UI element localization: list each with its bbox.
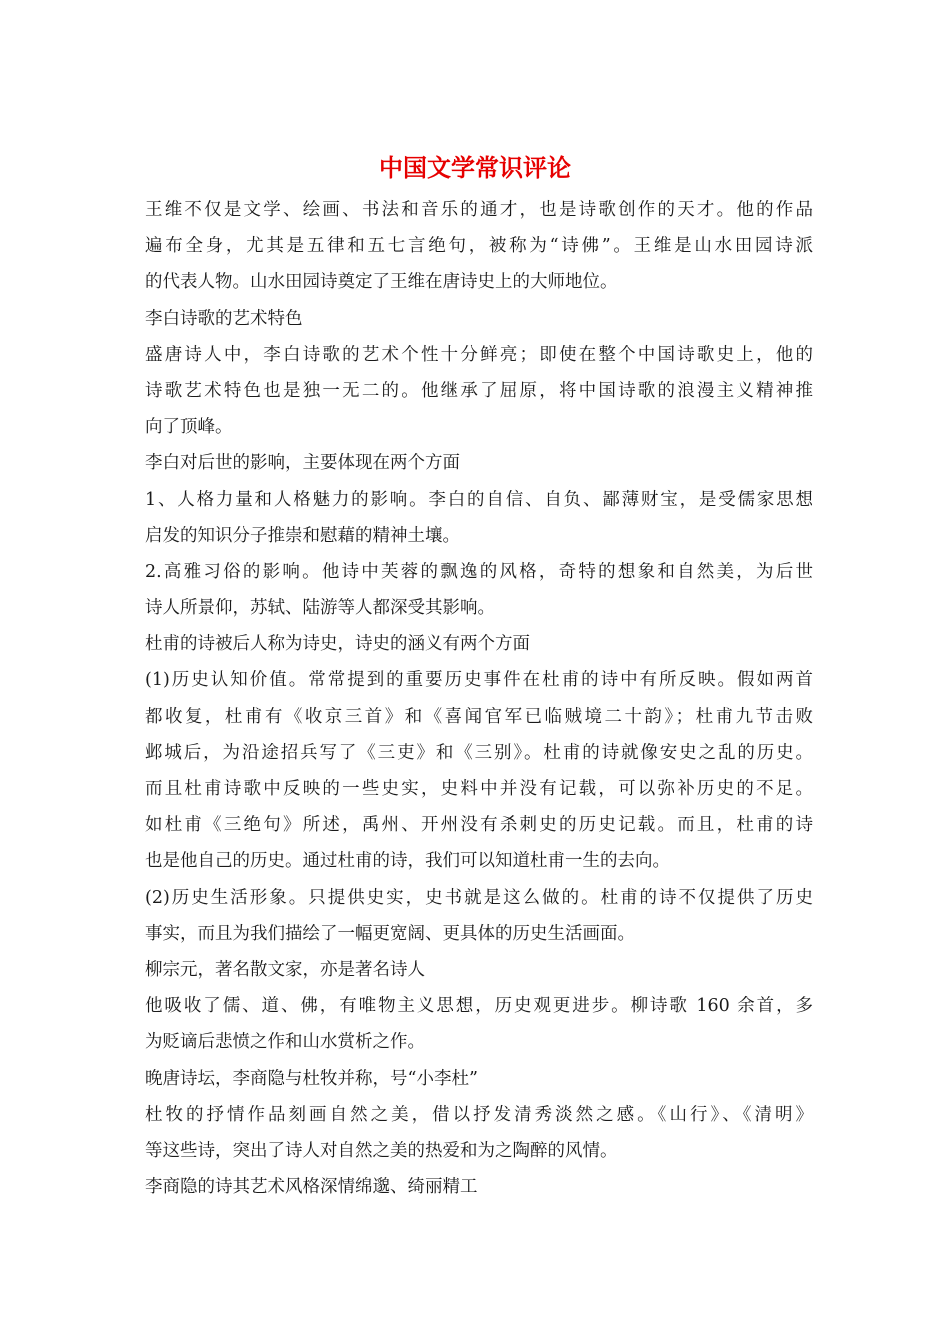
- text-line: 王维不仅是文学、绘画、书法和音乐的通才，也是诗歌创作的天才。他的作品: [145, 200, 813, 220]
- text-line: 的代表人物。山水田园诗奠定了王维在唐诗史上的大师地位。: [145, 272, 618, 293]
- text-line: 为贬谪后悲愤之作和山水赏析之作。: [145, 1032, 425, 1053]
- text-line: 遍布全身，尤其是五律和五七言绝句，被称为“诗佛”。王维是山水田园诗派: [145, 236, 813, 257]
- text-line: 等这些诗，突出了诗人对自然之美的热爱和为之陶醉的风情。: [145, 1140, 618, 1161]
- text-line: 事实，而且为我们描绘了一幅更宽阔、更具体的历史生活画面。: [145, 923, 635, 944]
- text-line: (1)历史认知价值。常常提到的重要历史事件在杜甫的诗中有所反映。假如两首: [145, 670, 813, 691]
- text-line: 诗人所景仰，苏轼、陆游等人都深受其影响。: [145, 598, 495, 619]
- text-line: 杜甫的诗被后人称为诗史，诗史的涵义有两个方面: [145, 634, 530, 655]
- text-line: 柳宗元，著名散文家，亦是著名诗人: [145, 959, 425, 980]
- text-line: 邺城后，为沿途招兵写了《三吏》和《三别》。杜甫的诗就像安史之乱的历史。: [145, 742, 813, 763]
- text-line: 盛唐诗人中，李白诗歌的艺术个性十分鲜亮；即使在整个中国诗歌史上，他的: [145, 344, 813, 365]
- text-line: 而且杜甫诗歌中反映的一些史实，史料中并没有记载，可以弥补历史的不足。: [145, 779, 813, 799]
- text-line: (2)历史生活形象。只提供史实，史书就是这么做的。杜甫的诗不仅提供了历史: [145, 887, 813, 908]
- text-line: 杜牧的抒情作品刻画自然之美，借以抒发清秀淡然之感。《山行》、《清明》: [145, 1104, 813, 1125]
- text-line: 都收复，杜甫有《收京三首》和《喜闻官军已临贼境二十韵》；杜甫九节击败: [145, 706, 813, 727]
- text-line: 李商隐的诗其艺术风格深情绵邈、绮丽精工: [145, 1177, 478, 1198]
- text-line: 向了顶峰。: [145, 417, 233, 438]
- document-title: 中国文学常识评论: [379, 153, 571, 182]
- text-line: 启发的知识分子推崇和慰藉的精神土壤。: [145, 525, 460, 546]
- text-line: 他吸收了儒、道、佛，有唯物主义思想，历史观更进步。柳诗歌 160 余首，多: [145, 996, 813, 1017]
- document-body: [145, 192, 813, 1205]
- text-line: 李白诗歌的艺术特色: [145, 308, 303, 329]
- text-line: 如杜甫《三绝句》所述，禹州、开州没有杀刺史的历史记载。而且，杜甫的诗: [145, 815, 813, 836]
- text-line: 2.高雅习俗的影响。他诗中芙蓉的飘逸的风格，奇特的想象和自然美，为后世: [145, 561, 813, 582]
- text-line: 也是他自己的历史。通过杜甫的诗，我们可以知道杜甫一生的去向。: [145, 851, 670, 872]
- text-line: 晚唐诗坛，李商隐与杜牧并称，号“小李杜”: [145, 1068, 478, 1089]
- text-line: 李白对后世的影响，主要体现在两个方面: [145, 453, 460, 474]
- text-line: 1、人格力量和人格魅力的影响。李白的自信、自负、鄙薄财宝，是受儒家思想: [145, 489, 813, 510]
- text-line: 诗歌艺术特色也是独一无二的。他继承了屈原，将中国诗歌的浪漫主义精神推: [145, 380, 813, 401]
